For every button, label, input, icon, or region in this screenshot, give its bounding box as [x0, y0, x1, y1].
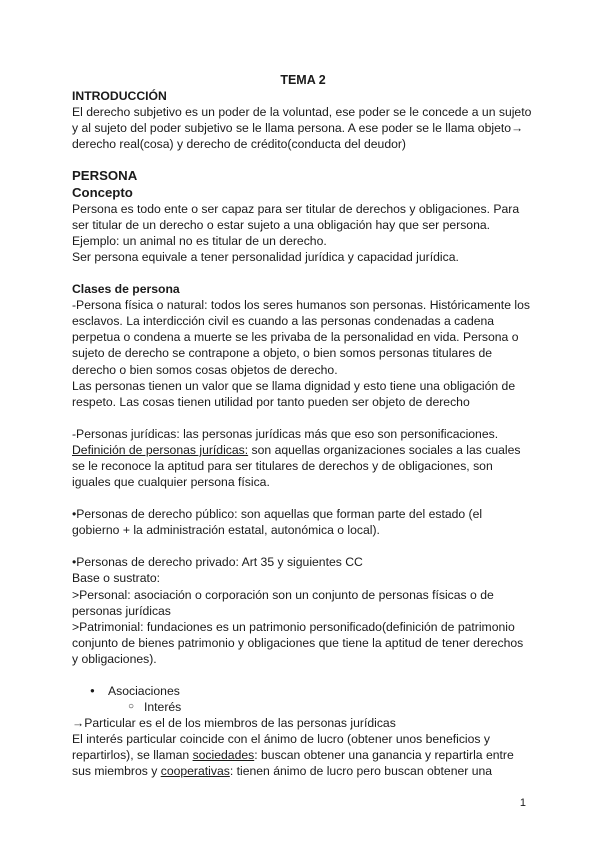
personal-text: >Personal: asociación o corporación son un conjunto de personas físicas o de personas jurídicas	[72, 587, 494, 618]
concepto-heading: Concepto	[72, 184, 133, 200]
intro-heading: INTRODUCCIÓN	[72, 89, 167, 104]
particular-paragraph	[72, 731, 532, 779]
spacer	[72, 410, 532, 426]
personas-juridicas-text: -Personas jurídicas: las personas jurídicas más que eso son personificaciones.	[72, 426, 499, 441]
spacer	[72, 265, 532, 281]
bullet-list	[72, 683, 532, 699]
patrimonial-text: >Patrimonial: fundaciones es un patrimonio personificado(definición de patrimonio conjunto de bienes patrimonio y obligaciones que tiene la aptitud de tener derechos y obligaciones).	[72, 619, 524, 666]
list-item: ● Asociaciones	[72, 683, 532, 699]
document-page	[72, 72, 532, 780]
list-item: ○ Interés	[72, 699, 532, 715]
derecho-publico-text: •Personas de derecho público: son aquellas que forman parte del estado (el gobierno + la administración estatal, autonómica o local).	[72, 507, 483, 538]
intro-text: El derecho subjetivo es un poder de la voluntad, ese poder se le concede a un sujeto y al sujeto del poder subjetivo se le llama persona. A ese poder se le llama objeto→ derecho real(cosa) y derecho de crédito(conducta del deudor)	[72, 105, 532, 152]
concepto-text: Persona es todo ente o ser capaz para ser titular de derechos y obligaciones. Para ser titular de un derecho o estar sujeto a una obligación hay que ser persona.	[72, 201, 520, 232]
base-text: Base o sustrato:	[72, 571, 161, 586]
ejemplo-text: Ejemplo: un animal no es titular de un derecho.	[72, 233, 327, 248]
spacer	[72, 152, 532, 168]
page-title: TEMA 2	[280, 73, 326, 87]
sociedades-term: sociedades	[192, 748, 255, 763]
clases-heading: Clases de persona	[72, 282, 180, 297]
spacer	[72, 490, 532, 506]
particular-text-b: : buscan obtener una ganancia y repartirla entre sus miembros y	[72, 748, 514, 779]
definicion-text: son aquellas organizaciones sociales a las cuales se le reconoce la aptitud para ser titulares de derechos y de obligaciones, son iguales que cualquier persona física.	[72, 442, 521, 490]
equivale-text: Ser persona equivale a tener personalidad jurídica y capacidad jurídica.	[72, 249, 459, 264]
derecho-privado-text: •Personas de derecho privado: Art 35 y siguientes CC	[72, 555, 363, 570]
spacer	[72, 667, 532, 683]
particular-text-a: El interés particular coincide con el ánimo de lucro (obtener unos beneficios y repartirlos), se llaman	[72, 732, 490, 763]
spacer	[72, 538, 532, 554]
persona-fisica-text: -Persona física o natural: todos los seres humanos son personas. Históricamente los esclavos. La interdicción civil es cuando a las personas condenadas a cadena perpetua o condena a muerte se les privaba de la personalidad en vida. Persona o sujeto de derecho se contrapone a objeto, o bien somos personas titulares de derecho o bien somos cosas objetos de derecho.	[72, 298, 530, 377]
definicion-paragraph	[72, 442, 532, 490]
definicion-label: Definición de personas jurídicas:	[72, 442, 249, 457]
cooperativas-term: cooperativas	[160, 764, 230, 779]
sub-bullet-list	[72, 699, 532, 715]
particular-line: →Particular es el de los miembros de las personas jurídicas	[72, 716, 396, 731]
dignidad-text: Las personas tienen un valor que se llama dignidad y esto tiene una obligación de respeto. Las cosas tienen utilidad por tanto pueden ser objeto de derecho	[72, 378, 516, 409]
persona-heading: PERSONA	[72, 168, 138, 184]
particular-text-c: : tienen ánimo de lucro pero buscan obtener una	[229, 764, 493, 779]
page-number: 1	[519, 797, 526, 809]
